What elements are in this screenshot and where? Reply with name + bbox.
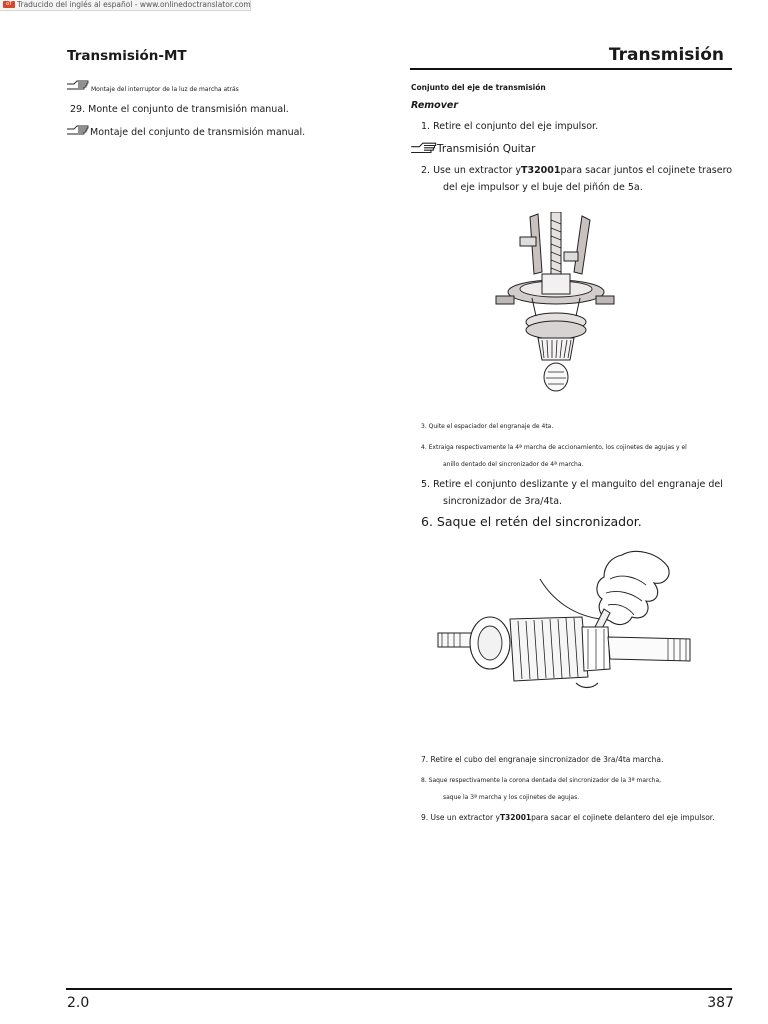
page-header-right: Transmisión [608,45,724,65]
pointing-hand-icon [66,125,90,137]
step-8: 8. Saque respectivamente la corona dentada del sincronizador de la 3ª marcha, [421,777,662,784]
header-rule [410,68,732,70]
step-8-continued: saque la 3ª marcha y los cojinetes de agujas. [443,794,580,801]
step-9-text: 9. Use un extractor y [421,813,500,822]
step-29: 29. Monte el conjunto de transmisión manual. [70,104,289,115]
page-header-left: Transmisión-MT [67,48,187,64]
step-4-continued: anillo dentado del sincronizador de 4ª marcha. [443,461,584,468]
step-9-text-cont: para sacar el cojinete delantero del eje impulsor. [531,813,715,822]
step-7: 7. Retire el cubo del engranaje sincronizador de 3ra/4ta marcha. [421,755,664,764]
reference-link[interactable]: Montaje del interruptor de la luz de marcha atrás [91,86,239,93]
step-5-continued: sincronizador de 3ra/4ta. [443,496,563,507]
puller-illustration [490,212,620,404]
page-number: 387 [707,995,734,1011]
step-4: 4. Extraiga respectivamente la 4ª marcha de accionamiento, los cojinetes de agujas y el [421,444,687,451]
translator-banner[interactable] [0,0,251,11]
reference-link[interactable]: Transmisión Quitar [437,143,536,155]
step-2 [421,165,732,176]
footer-edition: 2.0 [67,995,90,1011]
section-title: Conjunto del eje de transmisión [411,83,546,92]
pointing-hand-icon [66,80,90,92]
pointing-hand-icon [410,142,438,156]
reference-link[interactable]: Montaje del conjunto de transmisión manual. [90,127,306,138]
tool-code: T32001 [520,165,561,176]
step-5: 5. Retire el conjunto deslizante y el manguito del engranaje del [421,479,723,490]
step-2-text-cont: para sacar juntos el cojinete trasero [560,165,733,176]
step-2-continued: del eje impulsor y el buje del piñón de 5a. [443,182,643,193]
step-2-text: 2. Use un extractor y [421,165,521,176]
step-6: 6. Saque el retén del sincronizador. [421,514,642,529]
translator-banner-text: Traducido del inglés al español - www.onlinedoctranslator.com [17,0,251,9]
step-9 [421,813,715,822]
subsection-title: Remover [411,100,459,111]
retainer-removal-illustration [432,543,694,727]
translator-logo-icon: oT [3,1,15,8]
step-1: 1. Retire el conjunto del eje impulsor. [421,121,599,132]
step-3: 3. Quite el espaciador del engranaje de 4ta. [421,423,554,430]
footer-rule [66,988,732,990]
tool-code: T32001 [499,813,532,822]
